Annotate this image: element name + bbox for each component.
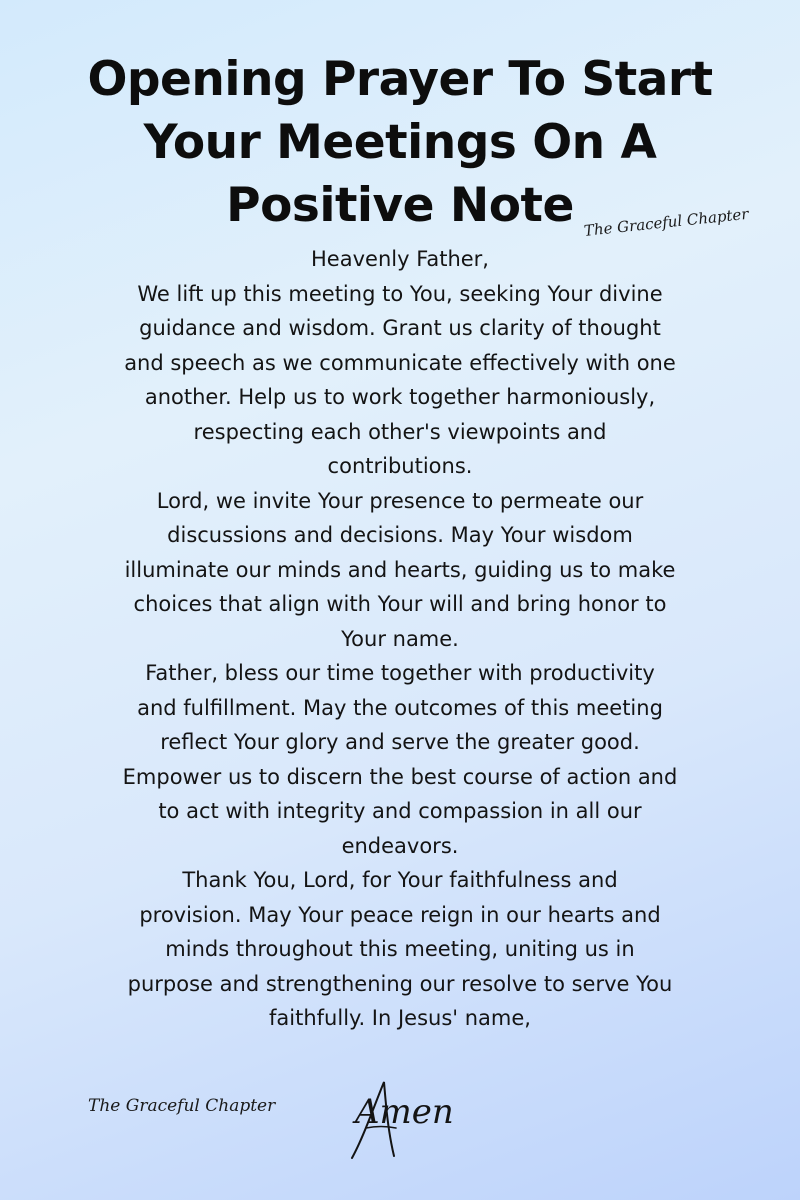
- title-line: Positive Note: [226, 178, 574, 233]
- prayer-line: respecting each other's viewpoints and: [193, 419, 607, 444]
- prayer-line: minds throughout this meeting, uniting us in: [165, 937, 635, 961]
- amen-signature: Amen: [355, 1092, 454, 1132]
- brand-watermark-bottom: The Graceful Chapter: [88, 1096, 276, 1116]
- prayer-line: reflect Your glory and serve the greater good.: [160, 730, 640, 754]
- prayer-line: to act with integrity and compassion in all our: [158, 799, 642, 823]
- prayer-line: Father, bless our time together with productivity: [145, 661, 655, 685]
- prayer-line: Thank You, Lord, for Your faithfulness and: [182, 868, 618, 892]
- page-title: [0, 48, 800, 237]
- prayer-line: Heavenly Father,: [311, 247, 489, 271]
- prayer-line: and fulfillment. May the outcomes of this meeting: [137, 695, 663, 720]
- prayer-line: faithfully. In Jesus' name,: [269, 1006, 531, 1030]
- title-line: Opening Prayer To Start: [87, 52, 713, 107]
- brand-watermark-top: The Graceful Chapter: [583, 204, 750, 240]
- prayer-line: Empower us to discern the best course of action and: [122, 764, 678, 789]
- prayer-line: guidance and wisdom. Grant us clarity of thought: [139, 316, 661, 340]
- prayer-line: another. Help us to work together harmoniously,: [144, 385, 656, 409]
- prayer-line: endeavors.: [341, 833, 459, 858]
- prayer-line: Lord, we invite Your presence to permeate our: [156, 488, 644, 513]
- prayer-line: provision. May Your peace reign in our hearts and: [139, 902, 661, 927]
- prayer-line: illuminate our minds and hearts, guiding us to make: [124, 557, 676, 582]
- prayer-line: choices that align with Your will and bring honor to: [133, 592, 667, 616]
- title-line: Your Meetings On A: [143, 115, 657, 170]
- prayer-line: contributions.: [327, 454, 473, 478]
- prayer-line: discussions and decisions. May Your wisdom: [167, 523, 633, 547]
- prayer-line: and speech as we communicate effectively with one: [124, 350, 676, 375]
- prayer-body: [60, 242, 740, 1036]
- prayer-line: We lift up this meeting to You, seeking Your divine: [137, 281, 663, 306]
- prayer-line: purpose and strengthening our resolve to serve You: [127, 971, 673, 996]
- prayer-line: Your name.: [341, 626, 459, 651]
